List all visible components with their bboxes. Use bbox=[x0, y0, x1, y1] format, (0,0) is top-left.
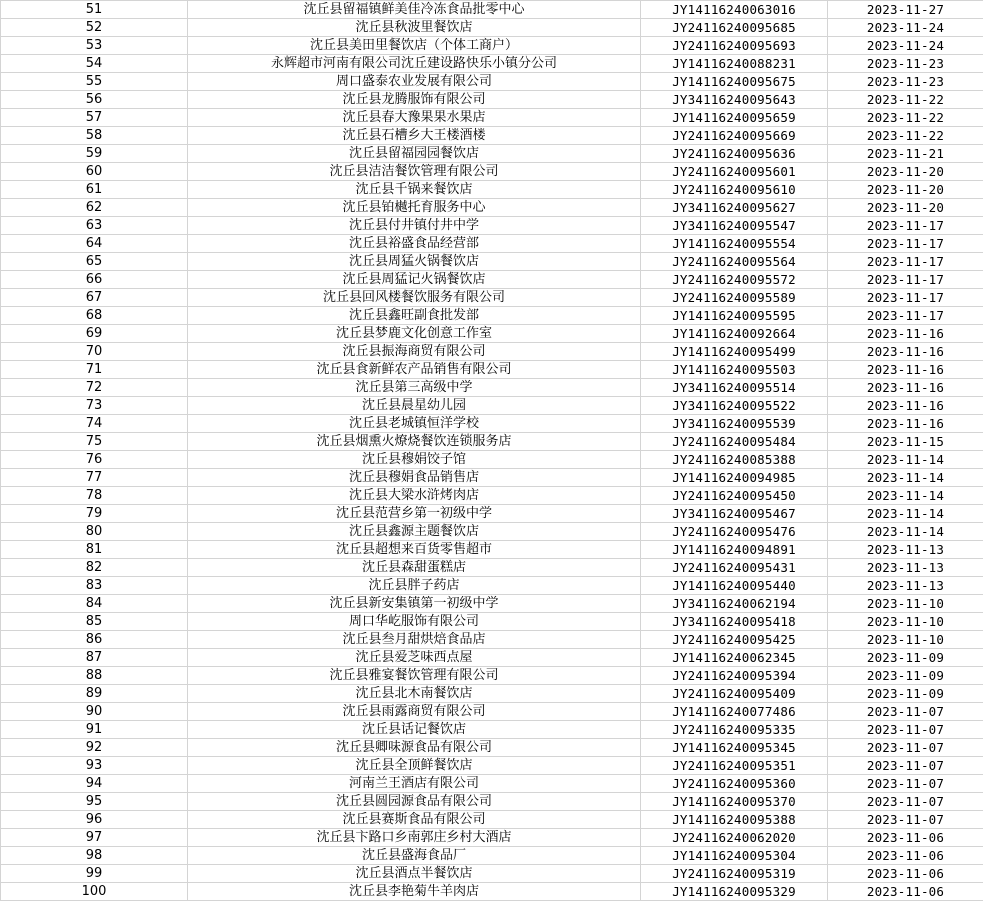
row-number-cell[interactable]: 91 bbox=[1, 721, 188, 739]
business-name-cell[interactable]: 沈丘县千锅来餐饮店 bbox=[188, 181, 641, 199]
row-number-cell[interactable]: 67 bbox=[1, 289, 188, 307]
table-row[interactable] bbox=[1, 109, 983, 127]
business-name-cell[interactable]: 沈丘县雨露商贸有限公司 bbox=[188, 703, 641, 721]
license-number-cell[interactable]: JY24116240095394 bbox=[641, 667, 828, 685]
issue-date-cell[interactable]: 2023-11-07 bbox=[828, 775, 983, 793]
issue-date-cell[interactable]: 2023-11-07 bbox=[828, 703, 983, 721]
business-name-cell[interactable]: 沈丘县周猛火锅餐饮店 bbox=[188, 253, 641, 271]
license-number-cell[interactable]: JY14116240095659 bbox=[641, 109, 828, 127]
table-row[interactable] bbox=[1, 703, 983, 721]
row-number-cell[interactable]: 75 bbox=[1, 433, 188, 451]
issue-date-cell[interactable]: 2023-11-06 bbox=[828, 865, 983, 883]
license-number-cell[interactable]: JY34116240095627 bbox=[641, 199, 828, 217]
business-name-cell[interactable]: 沈丘县晨星幼儿园 bbox=[188, 397, 641, 415]
business-name-cell[interactable]: 沈丘县叁月甜烘焙食品店 bbox=[188, 631, 641, 649]
issue-date-cell[interactable]: 2023-11-16 bbox=[828, 361, 983, 379]
table-row[interactable] bbox=[1, 865, 983, 883]
issue-date-cell[interactable]: 2023-11-07 bbox=[828, 739, 983, 757]
row-number-cell[interactable]: 51 bbox=[1, 1, 188, 19]
table-row[interactable] bbox=[1, 217, 983, 235]
business-name-cell[interactable]: 沈丘县老城镇恒洋学校 bbox=[188, 415, 641, 433]
row-number-cell[interactable]: 68 bbox=[1, 307, 188, 325]
row-number-cell[interactable]: 60 bbox=[1, 163, 188, 181]
issue-date-cell[interactable]: 2023-11-10 bbox=[828, 631, 983, 649]
table-row[interactable] bbox=[1, 55, 983, 73]
business-name-cell[interactable]: 沈丘县穆娟食品销售店 bbox=[188, 469, 641, 487]
issue-date-cell[interactable]: 2023-11-13 bbox=[828, 559, 983, 577]
row-number-cell[interactable]: 97 bbox=[1, 829, 188, 847]
business-name-cell[interactable]: 沈丘县圆园源食品有限公司 bbox=[188, 793, 641, 811]
row-number-cell[interactable]: 85 bbox=[1, 613, 188, 631]
issue-date-cell[interactable]: 2023-11-27 bbox=[828, 1, 983, 19]
table-row[interactable] bbox=[1, 685, 983, 703]
table-row[interactable] bbox=[1, 19, 983, 37]
business-name-cell[interactable]: 沈丘县卞路口乡南郭庄乡村大酒店 bbox=[188, 829, 641, 847]
issue-date-cell[interactable]: 2023-11-15 bbox=[828, 433, 983, 451]
license-number-cell[interactable]: JY14116240095329 bbox=[641, 883, 828, 901]
table-row[interactable] bbox=[1, 415, 983, 433]
business-name-cell[interactable]: 沈丘县美田里餐饮店（个体工商户） bbox=[188, 37, 641, 55]
issue-date-cell[interactable]: 2023-11-07 bbox=[828, 811, 983, 829]
row-number-cell[interactable]: 100 bbox=[1, 883, 188, 901]
table-row[interactable] bbox=[1, 289, 983, 307]
row-number-cell[interactable]: 52 bbox=[1, 19, 188, 37]
issue-date-cell[interactable]: 2023-11-20 bbox=[828, 163, 983, 181]
table-row[interactable] bbox=[1, 811, 983, 829]
table-row[interactable] bbox=[1, 649, 983, 667]
business-name-cell[interactable]: 沈丘县龙腾服饰有限公司 bbox=[188, 91, 641, 109]
business-name-cell[interactable]: 周口华屹服饰有限公司 bbox=[188, 613, 641, 631]
issue-date-cell[interactable]: 2023-11-23 bbox=[828, 73, 983, 91]
license-number-cell[interactable]: JY24116240095360 bbox=[641, 775, 828, 793]
table-row[interactable] bbox=[1, 37, 983, 55]
issue-date-cell[interactable]: 2023-11-17 bbox=[828, 235, 983, 253]
license-number-cell[interactable]: JY24116240095693 bbox=[641, 37, 828, 55]
row-number-cell[interactable]: 59 bbox=[1, 145, 188, 163]
business-name-cell[interactable]: 沈丘县付井镇付井中学 bbox=[188, 217, 641, 235]
row-number-cell[interactable]: 72 bbox=[1, 379, 188, 397]
license-number-cell[interactable]: JY14116240077486 bbox=[641, 703, 828, 721]
issue-date-cell[interactable]: 2023-11-09 bbox=[828, 667, 983, 685]
table-row[interactable] bbox=[1, 667, 983, 685]
row-number-cell[interactable]: 80 bbox=[1, 523, 188, 541]
issue-date-cell[interactable]: 2023-11-22 bbox=[828, 127, 983, 145]
row-number-cell[interactable]: 74 bbox=[1, 415, 188, 433]
license-number-cell[interactable]: JY24116240095636 bbox=[641, 145, 828, 163]
business-name-cell[interactable]: 沈丘县酒点半餐饮店 bbox=[188, 865, 641, 883]
business-name-cell[interactable]: 沈丘县裕盛食品经营部 bbox=[188, 235, 641, 253]
issue-date-cell[interactable]: 2023-11-16 bbox=[828, 343, 983, 361]
row-number-cell[interactable]: 99 bbox=[1, 865, 188, 883]
business-name-cell[interactable]: 沈丘县周猛记火锅餐饮店 bbox=[188, 271, 641, 289]
license-number-cell[interactable]: JY34116240095539 bbox=[641, 415, 828, 433]
business-name-cell[interactable]: 沈丘县鑫旺副食批发部 bbox=[188, 307, 641, 325]
row-number-cell[interactable]: 56 bbox=[1, 91, 188, 109]
business-name-cell[interactable]: 河南兰王酒店有限公司 bbox=[188, 775, 641, 793]
table-row[interactable] bbox=[1, 739, 983, 757]
issue-date-cell[interactable]: 2023-11-17 bbox=[828, 253, 983, 271]
table-row[interactable] bbox=[1, 595, 983, 613]
row-number-cell[interactable]: 73 bbox=[1, 397, 188, 415]
business-name-cell[interactable]: 沈丘县梦鹿文化创意工作室 bbox=[188, 325, 641, 343]
business-name-cell[interactable]: 沈丘县森甜蛋糕店 bbox=[188, 559, 641, 577]
row-number-cell[interactable]: 79 bbox=[1, 505, 188, 523]
business-name-cell[interactable]: 沈丘县春大豫果果水果店 bbox=[188, 109, 641, 127]
table-row[interactable] bbox=[1, 883, 983, 901]
issue-date-cell[interactable]: 2023-11-17 bbox=[828, 289, 983, 307]
row-number-cell[interactable]: 96 bbox=[1, 811, 188, 829]
issue-date-cell[interactable]: 2023-11-06 bbox=[828, 847, 983, 865]
row-number-cell[interactable]: 76 bbox=[1, 451, 188, 469]
issue-date-cell[interactable]: 2023-11-23 bbox=[828, 55, 983, 73]
license-number-cell[interactable]: JY14116240095388 bbox=[641, 811, 828, 829]
table-row[interactable] bbox=[1, 631, 983, 649]
business-name-cell[interactable]: 沈丘县烟熏火燎烧餐饮连锁服务店 bbox=[188, 433, 641, 451]
business-name-cell[interactable]: 沈丘县全顶鲜餐饮店 bbox=[188, 757, 641, 775]
business-name-cell[interactable]: 沈丘县盛海食品厂 bbox=[188, 847, 641, 865]
row-number-cell[interactable]: 88 bbox=[1, 667, 188, 685]
business-name-cell[interactable]: 沈丘县石槽乡大王楼酒楼 bbox=[188, 127, 641, 145]
issue-date-cell[interactable]: 2023-11-17 bbox=[828, 217, 983, 235]
issue-date-cell[interactable]: 2023-11-16 bbox=[828, 325, 983, 343]
row-number-cell[interactable]: 64 bbox=[1, 235, 188, 253]
table-row[interactable] bbox=[1, 127, 983, 145]
license-number-cell[interactable]: JY24116240095564 bbox=[641, 253, 828, 271]
row-number-cell[interactable]: 61 bbox=[1, 181, 188, 199]
table-row[interactable] bbox=[1, 721, 983, 739]
table-row[interactable] bbox=[1, 847, 983, 865]
license-number-cell[interactable]: JY24116240095476 bbox=[641, 523, 828, 541]
table-row[interactable] bbox=[1, 163, 983, 181]
license-number-cell[interactable]: JY24116240095431 bbox=[641, 559, 828, 577]
license-number-cell[interactable]: JY24116240095601 bbox=[641, 163, 828, 181]
business-name-cell[interactable]: 沈丘县鑫源主题餐饮店 bbox=[188, 523, 641, 541]
issue-date-cell[interactable]: 2023-11-07 bbox=[828, 793, 983, 811]
issue-date-cell[interactable]: 2023-11-06 bbox=[828, 883, 983, 901]
business-name-cell[interactable]: 沈丘县大梁水浒烤肉店 bbox=[188, 487, 641, 505]
table-row[interactable] bbox=[1, 433, 983, 451]
issue-date-cell[interactable]: 2023-11-20 bbox=[828, 181, 983, 199]
license-number-cell[interactable]: JY24116240095409 bbox=[641, 685, 828, 703]
license-number-cell[interactable]: JY14116240095304 bbox=[641, 847, 828, 865]
business-name-cell[interactable]: 沈丘县北木南餐饮店 bbox=[188, 685, 641, 703]
table-row[interactable] bbox=[1, 271, 983, 289]
business-name-cell[interactable]: 沈丘县李艳菊牛羊肉店 bbox=[188, 883, 641, 901]
business-name-cell[interactable]: 沈丘县超想来百货零售超市 bbox=[188, 541, 641, 559]
issue-date-cell[interactable]: 2023-11-21 bbox=[828, 145, 983, 163]
license-number-cell[interactable]: JY14116240095440 bbox=[641, 577, 828, 595]
license-number-cell[interactable]: JY14116240095554 bbox=[641, 235, 828, 253]
table-row[interactable] bbox=[1, 199, 983, 217]
business-name-cell[interactable]: 沈丘县第三高级中学 bbox=[188, 379, 641, 397]
row-number-cell[interactable]: 94 bbox=[1, 775, 188, 793]
table-row[interactable] bbox=[1, 793, 983, 811]
license-number-cell[interactable]: JY14116240088231 bbox=[641, 55, 828, 73]
issue-date-cell[interactable]: 2023-11-13 bbox=[828, 577, 983, 595]
row-number-cell[interactable]: 53 bbox=[1, 37, 188, 55]
business-name-cell[interactable]: 沈丘县话记餐饮店 bbox=[188, 721, 641, 739]
issue-date-cell[interactable]: 2023-11-22 bbox=[828, 109, 983, 127]
issue-date-cell[interactable]: 2023-11-16 bbox=[828, 379, 983, 397]
business-name-cell[interactable]: 沈丘县新安集镇第一初级中学 bbox=[188, 595, 641, 613]
table-row[interactable] bbox=[1, 325, 983, 343]
table-row[interactable] bbox=[1, 181, 983, 199]
business-name-cell[interactable]: 沈丘县回风楼餐饮服务有限公司 bbox=[188, 289, 641, 307]
issue-date-cell[interactable]: 2023-11-16 bbox=[828, 397, 983, 415]
license-number-cell[interactable]: JY14116240062345 bbox=[641, 649, 828, 667]
business-name-cell[interactable]: 沈丘县留福园园餐饮店 bbox=[188, 145, 641, 163]
issue-date-cell[interactable]: 2023-11-14 bbox=[828, 523, 983, 541]
business-name-cell[interactable]: 沈丘县振海商贸有限公司 bbox=[188, 343, 641, 361]
row-number-cell[interactable]: 87 bbox=[1, 649, 188, 667]
issue-date-cell[interactable]: 2023-11-13 bbox=[828, 541, 983, 559]
row-number-cell[interactable]: 57 bbox=[1, 109, 188, 127]
license-number-cell[interactable]: JY14116240095595 bbox=[641, 307, 828, 325]
business-name-cell[interactable]: 沈丘县穆娟饺子馆 bbox=[188, 451, 641, 469]
row-number-cell[interactable]: 82 bbox=[1, 559, 188, 577]
business-name-cell[interactable]: 沈丘县留福镇鲜美佳冷冻食品批零中心 bbox=[188, 1, 641, 19]
row-number-cell[interactable]: 69 bbox=[1, 325, 188, 343]
table-row[interactable] bbox=[1, 775, 983, 793]
license-number-cell[interactable]: JY14116240095503 bbox=[641, 361, 828, 379]
issue-date-cell[interactable]: 2023-11-10 bbox=[828, 595, 983, 613]
business-name-cell[interactable]: 沈丘县铂樾托育服务中心 bbox=[188, 199, 641, 217]
issue-date-cell[interactable]: 2023-11-22 bbox=[828, 91, 983, 109]
license-number-cell[interactable]: JY24116240095572 bbox=[641, 271, 828, 289]
license-number-cell[interactable]: JY14116240063016 bbox=[641, 1, 828, 19]
license-number-cell[interactable]: JY14116240095675 bbox=[641, 73, 828, 91]
issue-date-cell[interactable]: 2023-11-24 bbox=[828, 37, 983, 55]
license-number-cell[interactable]: JY24116240095589 bbox=[641, 289, 828, 307]
license-number-cell[interactable]: JY14116240094891 bbox=[641, 541, 828, 559]
issue-date-cell[interactable]: 2023-11-14 bbox=[828, 487, 983, 505]
table-row[interactable] bbox=[1, 235, 983, 253]
row-number-cell[interactable]: 77 bbox=[1, 469, 188, 487]
row-number-cell[interactable]: 62 bbox=[1, 199, 188, 217]
license-number-cell[interactable]: JY34116240095522 bbox=[641, 397, 828, 415]
license-number-cell[interactable]: JY24116240095319 bbox=[641, 865, 828, 883]
table-row[interactable] bbox=[1, 73, 983, 91]
license-number-cell[interactable]: JY24116240095425 bbox=[641, 631, 828, 649]
table-body bbox=[1, 1, 983, 901]
issue-date-cell[interactable]: 2023-11-16 bbox=[828, 415, 983, 433]
row-number-cell[interactable]: 89 bbox=[1, 685, 188, 703]
row-number-cell[interactable]: 84 bbox=[1, 595, 188, 613]
table-row[interactable] bbox=[1, 757, 983, 775]
business-name-cell[interactable]: 沈丘县食新鲜农产品销售有限公司 bbox=[188, 361, 641, 379]
row-number-cell[interactable]: 55 bbox=[1, 73, 188, 91]
business-name-cell[interactable]: 沈丘县胖子药店 bbox=[188, 577, 641, 595]
license-number-cell[interactable]: JY24116240095669 bbox=[641, 127, 828, 145]
license-number-cell[interactable]: JY34116240095514 bbox=[641, 379, 828, 397]
license-number-cell[interactable]: JY14116240095345 bbox=[641, 739, 828, 757]
issue-date-cell[interactable]: 2023-11-14 bbox=[828, 469, 983, 487]
business-name-cell[interactable]: 沈丘县卿味源食品有限公司 bbox=[188, 739, 641, 757]
license-number-cell[interactable]: JY34116240095643 bbox=[641, 91, 828, 109]
issue-date-cell[interactable]: 2023-11-17 bbox=[828, 271, 983, 289]
issue-date-cell[interactable]: 2023-11-06 bbox=[828, 829, 983, 847]
license-number-cell[interactable]: JY34116240095467 bbox=[641, 505, 828, 523]
row-number-cell[interactable]: 66 bbox=[1, 271, 188, 289]
license-number-cell[interactable]: JY34116240095418 bbox=[641, 613, 828, 631]
table-row[interactable] bbox=[1, 829, 983, 847]
table-row[interactable] bbox=[1, 343, 983, 361]
license-number-cell[interactable]: JY14116240092664 bbox=[641, 325, 828, 343]
row-number-cell[interactable]: 65 bbox=[1, 253, 188, 271]
table-row[interactable] bbox=[1, 541, 983, 559]
license-number-cell[interactable]: JY24116240095610 bbox=[641, 181, 828, 199]
license-number-cell[interactable]: JY24116240095685 bbox=[641, 19, 828, 37]
table-row[interactable] bbox=[1, 307, 983, 325]
row-number-cell[interactable]: 63 bbox=[1, 217, 188, 235]
license-number-cell[interactable]: JY24116240085388 bbox=[641, 451, 828, 469]
row-number-cell[interactable]: 95 bbox=[1, 793, 188, 811]
license-number-cell[interactable]: JY24116240095484 bbox=[641, 433, 828, 451]
table-row[interactable] bbox=[1, 577, 983, 595]
table-row[interactable] bbox=[1, 469, 983, 487]
issue-date-cell[interactable]: 2023-11-17 bbox=[828, 307, 983, 325]
issue-date-cell[interactable]: 2023-11-07 bbox=[828, 721, 983, 739]
license-number-cell[interactable]: JY24116240095450 bbox=[641, 487, 828, 505]
table-row[interactable] bbox=[1, 523, 983, 541]
row-number-cell[interactable]: 83 bbox=[1, 577, 188, 595]
business-name-cell[interactable]: 永辉超市河南有限公司沈丘建设路快乐小镇分公司 bbox=[188, 55, 641, 73]
row-number-cell[interactable]: 71 bbox=[1, 361, 188, 379]
issue-date-cell[interactable]: 2023-11-07 bbox=[828, 757, 983, 775]
row-number-cell[interactable]: 54 bbox=[1, 55, 188, 73]
row-number-cell[interactable]: 90 bbox=[1, 703, 188, 721]
table-row[interactable] bbox=[1, 91, 983, 109]
business-name-cell[interactable]: 沈丘县范营乡第一初级中学 bbox=[188, 505, 641, 523]
issue-date-cell[interactable]: 2023-11-10 bbox=[828, 613, 983, 631]
license-number-cell[interactable]: JY14116240095370 bbox=[641, 793, 828, 811]
table-row[interactable] bbox=[1, 559, 983, 577]
business-name-cell[interactable]: 沈丘县洁洁餐饮管理有限公司 bbox=[188, 163, 641, 181]
row-number-cell[interactable]: 78 bbox=[1, 487, 188, 505]
row-number-cell[interactable]: 98 bbox=[1, 847, 188, 865]
license-number-cell[interactable]: JY34116240095547 bbox=[641, 217, 828, 235]
row-number-cell[interactable]: 81 bbox=[1, 541, 188, 559]
row-number-cell[interactable]: 93 bbox=[1, 757, 188, 775]
issue-date-cell[interactable]: 2023-11-24 bbox=[828, 19, 983, 37]
row-number-cell[interactable]: 70 bbox=[1, 343, 188, 361]
table-row[interactable] bbox=[1, 1, 983, 19]
table-row[interactable] bbox=[1, 505, 983, 523]
business-name-cell[interactable]: 沈丘县爱芝味西点屋 bbox=[188, 649, 641, 667]
issue-date-cell[interactable]: 2023-11-14 bbox=[828, 505, 983, 523]
business-name-cell[interactable]: 沈丘县赛斯食品有限公司 bbox=[188, 811, 641, 829]
table-row[interactable] bbox=[1, 361, 983, 379]
table-row[interactable] bbox=[1, 397, 983, 415]
license-number-cell[interactable]: JY24116240095351 bbox=[641, 757, 828, 775]
table-row[interactable] bbox=[1, 379, 983, 397]
table-row[interactable] bbox=[1, 613, 983, 631]
license-number-cell[interactable]: JY24116240062020 bbox=[641, 829, 828, 847]
row-number-cell[interactable]: 86 bbox=[1, 631, 188, 649]
business-name-cell[interactable]: 周口盛泰农业发展有限公司 bbox=[188, 73, 641, 91]
license-number-cell[interactable]: JY24116240095335 bbox=[641, 721, 828, 739]
license-number-cell[interactable]: JY14116240095499 bbox=[641, 343, 828, 361]
business-name-cell[interactable]: 沈丘县雅宴餐饮管理有限公司 bbox=[188, 667, 641, 685]
issue-date-cell[interactable]: 2023-11-09 bbox=[828, 685, 983, 703]
issue-date-cell[interactable]: 2023-11-09 bbox=[828, 649, 983, 667]
row-number-cell[interactable]: 58 bbox=[1, 127, 188, 145]
table-row[interactable] bbox=[1, 487, 983, 505]
table-row[interactable] bbox=[1, 451, 983, 469]
row-number-cell[interactable]: 92 bbox=[1, 739, 188, 757]
business-name-cell[interactable]: 沈丘县秋波里餐饮店 bbox=[188, 19, 641, 37]
issue-date-cell[interactable]: 2023-11-14 bbox=[828, 451, 983, 469]
license-number-cell[interactable]: JY14116240094985 bbox=[641, 469, 828, 487]
table-row[interactable] bbox=[1, 145, 983, 163]
issue-date-cell[interactable]: 2023-11-20 bbox=[828, 199, 983, 217]
table-row[interactable] bbox=[1, 253, 983, 271]
license-number-cell[interactable]: JY34116240062194 bbox=[641, 595, 828, 613]
